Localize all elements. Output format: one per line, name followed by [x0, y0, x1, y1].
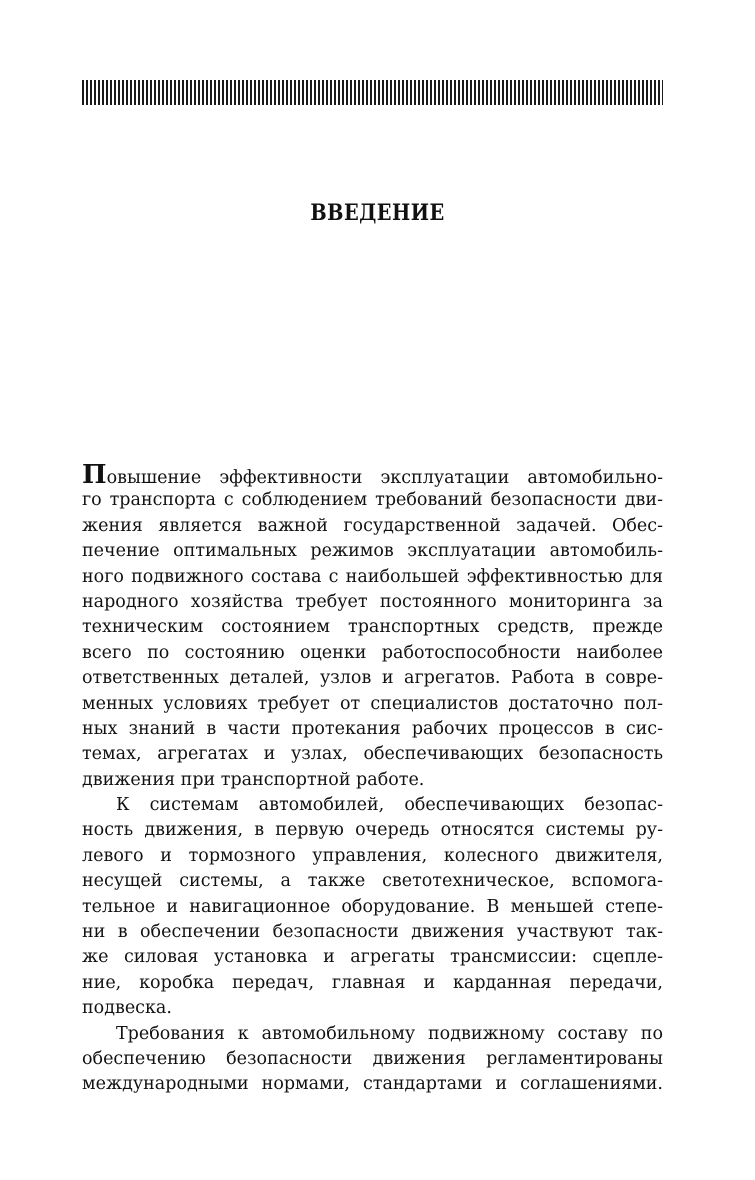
paragraph-line: темах, агрегатах и узлах, обеспечивающих безопасность — [82, 744, 663, 765]
paragraph-line: ние, коробка передач, главная и карданная передачи, — [82, 972, 663, 993]
drop-cap: П — [82, 463, 107, 489]
paragraph-line: тельное и навигационное оборудование. В меньшей степе- — [82, 896, 663, 917]
paragraph-line: всего по состоянию оценки работоспособности наиболее — [82, 642, 663, 663]
paragraph-line: левого и тормозного управления, колесного движителя, — [82, 845, 663, 866]
paragraph-line: подвеска. — [82, 998, 172, 1019]
paragraph-line: же силовая установка и агрегаты трансмиссии: сцепле- — [82, 947, 663, 968]
paragraph-line: движения при транспортной работе. — [82, 769, 425, 790]
body-text — [82, 463, 663, 1098]
paragraph-line: международными нормами, стандартами и соглашениями. — [82, 1074, 663, 1095]
paragraph-line: печение оптимальных режимов эксплуатации автомобиль- — [82, 541, 663, 562]
paragraph-line: ответственных деталей, узлов и агрегатов. Работа в совре- — [82, 668, 663, 689]
header-ornament-rule — [82, 80, 663, 105]
paragraph-2 — [82, 793, 663, 1022]
chapter-title: ВВЕДЕНИЕ — [310, 200, 445, 226]
paragraph-line: ни в обеспечении безопасности движения участвуют так- — [82, 922, 663, 943]
paragraph-line: несущей системы, а также светотехническое, вспомога- — [82, 871, 663, 892]
paragraph-line: Требования к автомобильному подвижному составу по — [116, 1023, 663, 1044]
paragraph-line: К системам автомобилей, обеспечивающих безопас- — [116, 795, 663, 816]
paragraph-line: ного подвижного состава с наибольшей эффективностью для — [82, 566, 663, 587]
paragraph-line: жения является важной государственной задачей. Обес- — [82, 515, 663, 536]
paragraph-line: Повышение эффективности эксплуатации автомобильно- — [82, 463, 663, 488]
paragraph-line: ных знаний в части протекания рабочих процессов в сис- — [82, 718, 663, 739]
paragraph-line: менных условиях требует от специалистов достаточно пол- — [82, 693, 663, 714]
paragraph-line: го транспорта с соблюдением требований безопасности дви- — [82, 490, 663, 511]
paragraph-line: народного хозяйства требует постоянного мониторинга за — [82, 591, 663, 612]
paragraph-line: ность движения, в первую очередь относятся системы ру- — [82, 820, 663, 841]
paragraph-3 — [82, 1022, 663, 1098]
paragraph-line: техническим состоянием транспортных средств, прежде — [82, 617, 663, 638]
paragraph-1 — [82, 463, 663, 793]
paragraph-line: обеспечению безопасности движения регламентированы — [82, 1048, 663, 1069]
